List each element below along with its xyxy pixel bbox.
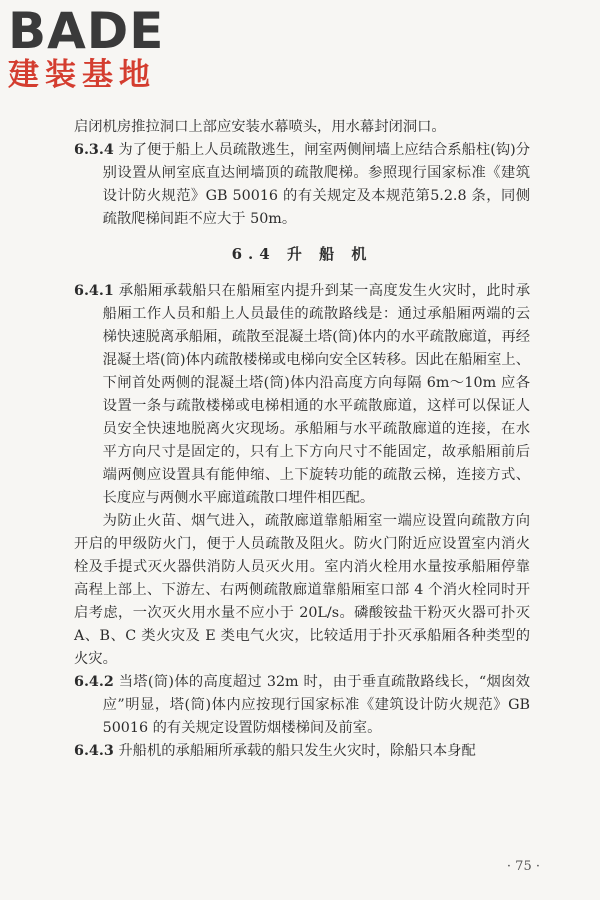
section-title: 6.4 升 船 机 bbox=[231, 245, 373, 263]
paragraph-text: 启闭机房推拉洞口上部应安装水幕喷头，用水幕封闭洞口。 bbox=[74, 119, 446, 135]
logo-subtitle: 建装基地 bbox=[8, 57, 156, 93]
clause-number: 6.4.3 bbox=[74, 743, 114, 759]
clause-text: 升船机的承船厢所承载的船只发生火灾时，除船只本身配 bbox=[118, 743, 476, 759]
clause-text: 当塔(筒)体的高度超过 32m 时，由于垂直疏散路线长，“烟囱效应”明显，塔(筒)体内应按现行国家标准《建筑设计防火规范》GB 50016 的有关规定设置防烟楼梯间及前室。 bbox=[102, 674, 530, 736]
clause-6-4-1 bbox=[74, 280, 530, 510]
clause-text: 为了便于船上人员疏散逃生，闸室两侧闸墙上应结合系船柱(钩)分别设置从闸室底直达闸墙顶的疏散爬梯。参照现行国家标准《建筑设计防火规范》GB 50016 的有关规定及本规范第5.2.8 条，同侧疏散爬梯间距不应大于 50m。 bbox=[102, 142, 531, 227]
page-number: · 75 · bbox=[506, 859, 540, 874]
document-body bbox=[74, 116, 530, 763]
logo-wordmark: BADE bbox=[8, 2, 165, 60]
clause-text: 承船厢承载船只在船厢室内提升到某一高度发生火灾时，此时承船厢工作人员和船上人员最佳的疏散路线是：通过承船厢两端的云梯快速脱离承船厢，疏散至混凝土塔(筒)体内的水平疏散廊道，再经混凝土塔(筒)体内疏散楼梯或电梯向安全区转移。因此在船厢室上、下闸首处两侧的混凝土塔(筒)体内沿高度方向每隔 6m～10m 应各设置一条与疏散楼梯或电梯相通的水平疏散廊道，这样可以保证人员安全快速地脱离火灾现场。承船厢与水平疏散廊道的连接，在水平方向尺寸是固定的，只有上下方向尺寸不能固定，故承船厢前后端两侧应设置具有能伸缩、上下旋转功能的疏散云梯，连接方式、长度应与两侧水平廊道疏散口埋件相匹配。 bbox=[102, 283, 530, 506]
paragraph-text: 为防止火苗、烟气进入，疏散廊道靠船厢室一端应设置向疏散方向开启的甲级防火门，便于人员疏散及阻火。防火门附近应设置室内消火栓及手提式灭火器供消防人员灭火用。室内消火栓用水量按承船厢停靠高程上部上、下游左、右两侧疏散廊道靠船厢室口部 4 个消火栓同时开启考虑，一次灭火用水量不应小于 20L/s。磷酸铵盐干粉灭火器可扑灭 A、B、C 类火灾及 E 类电气火灾，比较适用于扑灭承船厢各种类型的火灾。 bbox=[74, 513, 530, 667]
clause-number: 6.4.1 bbox=[74, 283, 114, 299]
clause-number: 6.4.2 bbox=[74, 674, 114, 690]
clause-number: 6.3.4 bbox=[74, 142, 114, 158]
site-logo bbox=[8, 2, 178, 96]
clause-6-3-4 bbox=[74, 139, 530, 231]
paragraph-fire-doors bbox=[74, 510, 530, 671]
paragraph-continued bbox=[74, 116, 530, 139]
clause-6-4-2 bbox=[74, 671, 530, 740]
clause-6-4-3 bbox=[74, 740, 530, 763]
